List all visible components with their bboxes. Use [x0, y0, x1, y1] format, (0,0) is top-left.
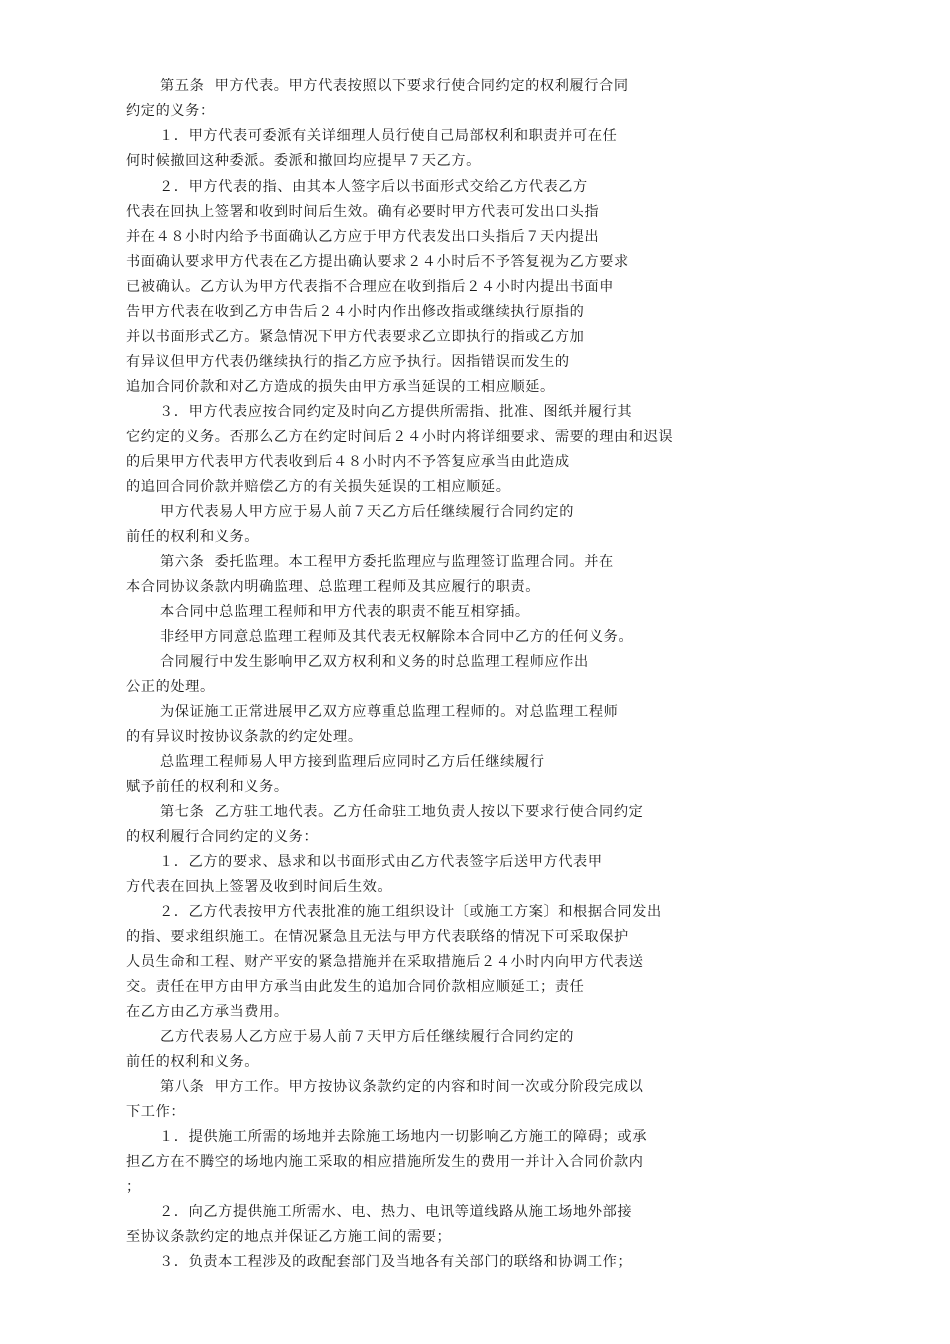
text-line: 合同履行中发生影响甲乙双方权利和义务的时总监理工程师应作出: [160, 654, 589, 670]
text-line: ３．负责本工程涉及的政配套部门及当地各有关部门的联络和协调工作；: [159, 1254, 633, 1270]
text-line: 第七条 乙方驻工地代表。乙方任命驻工地负责人按以下要求行使合同约定: [160, 804, 644, 820]
text-line: 本合同中总监理工程师和甲方代表的职责不能互相穿插。: [160, 604, 530, 620]
text-line: 至协议条款约定的地点并保证乙方施工间的需要；: [126, 1229, 452, 1245]
text-line: 并在４８小时内给予书面确认乙方应于甲方代表发出口头指后７天内提出: [126, 229, 600, 245]
text-line: 乙方代表易人乙方应于易人前７天甲方后任继续履行合同约定的: [160, 1029, 575, 1045]
text-line: 的后果甲方代表甲方代表收到后４８小时内不予答复应承当由此造成: [126, 454, 570, 470]
text-line: 追加合同价款和对乙方造成的损失由甲方承当延误的工相应顺延。: [126, 379, 555, 395]
text-line: ２．甲方代表的指、由其本人签字后以书面形式交给乙方代表乙方: [159, 179, 588, 195]
text-line: 何时候撤回这种委派。委派和撤回均应提早７天乙方。: [126, 153, 481, 169]
text-line: 人员生命和工程、财产平安的紧急措施并在采取措施后２４小时内向甲方代表送: [126, 954, 644, 970]
text-line: 有异议但甲方代表仍继续执行的指乙方应予执行。因指错误而发生的: [126, 354, 570, 370]
text-line: 赋予前任的权利和义务。: [126, 779, 289, 795]
text-line: ２．乙方代表按甲方代表批准的施工组织设计〔或施工方案〕和根据合同发出: [159, 904, 662, 920]
text-line: 并以书面形式乙方。紧急情况下甲方代表要求乙立即执行的指或乙方加: [126, 329, 585, 345]
text-line: 它约定的义务。否那么乙方在约定时间后２４小时内将详细要求、需要的理由和迟误: [126, 429, 674, 445]
text-line: 在乙方由乙方承当费用。: [126, 1004, 289, 1020]
text-line: 前任的权利和义务。: [126, 1054, 260, 1070]
text-line: 下工作：: [126, 1104, 186, 1120]
text-line: 告甲方代表在收到乙方申告后２４小时内作出修改指或继续执行原指的: [126, 304, 585, 320]
text-line: 书面确认要求甲方代表在乙方提出确认要求２４小时后不予答复视为乙方要求: [126, 254, 629, 270]
text-line: 的有异议时按协议条款的约定处理。: [126, 729, 363, 745]
text-line: 前任的权利和义务。: [126, 529, 260, 545]
text-line: 约定的义务：: [126, 103, 215, 119]
text-line: ２．向乙方提供施工所需水、电、热力、电讯等道线路从施工场地外部接: [159, 1204, 633, 1220]
text-line: 公正的处理。: [126, 679, 215, 695]
text-line: １．甲方代表可委派有关详细理人员行使自己局部权利和职责并可在任: [159, 128, 618, 144]
text-line: 交。责任在甲方由甲方承当由此发生的追加合同价款相应顺延工；责任: [126, 979, 585, 995]
text-line: 担乙方在不腾空的场地内施工采取的相应措施所发生的费用一并计入合同价款内: [126, 1154, 644, 1170]
text-line: 非经甲方同意总监理工程师及其代表无权解除本合同中乙方的任何义务。: [160, 629, 634, 645]
text-line: １．乙方的要求、恳求和以书面形式由乙方代表签字后送甲方代表甲: [159, 854, 603, 870]
text-line: ３．甲方代表应按合同约定及时向乙方提供所需指、批准、图纸并履行其: [159, 404, 633, 420]
text-line: ；: [126, 1179, 141, 1195]
text-line: 本合同协议条款内明确监理、总监理工程师及其应履行的职责。: [126, 579, 541, 595]
text-line: 第五条 甲方代表。甲方代表按照以下要求行使合同约定的权利履行合同: [160, 78, 629, 94]
text-line: 甲方代表易人甲方应于易人前７天乙方后任继续履行合同约定的: [160, 504, 575, 520]
text-line: 总监理工程师易人甲方接到监理后应同时乙方后任继续履行: [160, 754, 545, 770]
text-line: 的指、要求组织施工。在情况紧急且无法与甲方代表联络的情况下可采取保护: [126, 929, 629, 945]
text-line: 已被确认。乙方认为甲方代表指不合理应在收到指后２４小时内提出书面申: [126, 279, 614, 295]
text-line: １．提供施工所需的场地并去除施工场地内一切影响乙方施工的障碍；或承: [159, 1129, 647, 1145]
text-line: 第六条 委托监理。本工程甲方委托监理应与监理签订监理合同。并在: [160, 554, 614, 570]
text-line: 方代表在回执上签署及收到时间后生效。: [126, 879, 393, 895]
text-line: 代表在回执上签署和收到时间后生效。确有必要时甲方代表可发出口头指: [126, 204, 600, 220]
text-line: 为保证施工正常进展甲乙双方应尊重总监理工程师的。对总监理工程师: [160, 704, 619, 720]
text-line: 的追回合同价款并赔偿乙方的有关损失延误的工相应顺延。: [126, 479, 511, 495]
text-line: 的权利履行合同约定的义务：: [126, 829, 319, 845]
text-line: 第八条 甲方工作。甲方按协议条款约定的内容和时间一次或分阶段完成以: [160, 1079, 644, 1095]
